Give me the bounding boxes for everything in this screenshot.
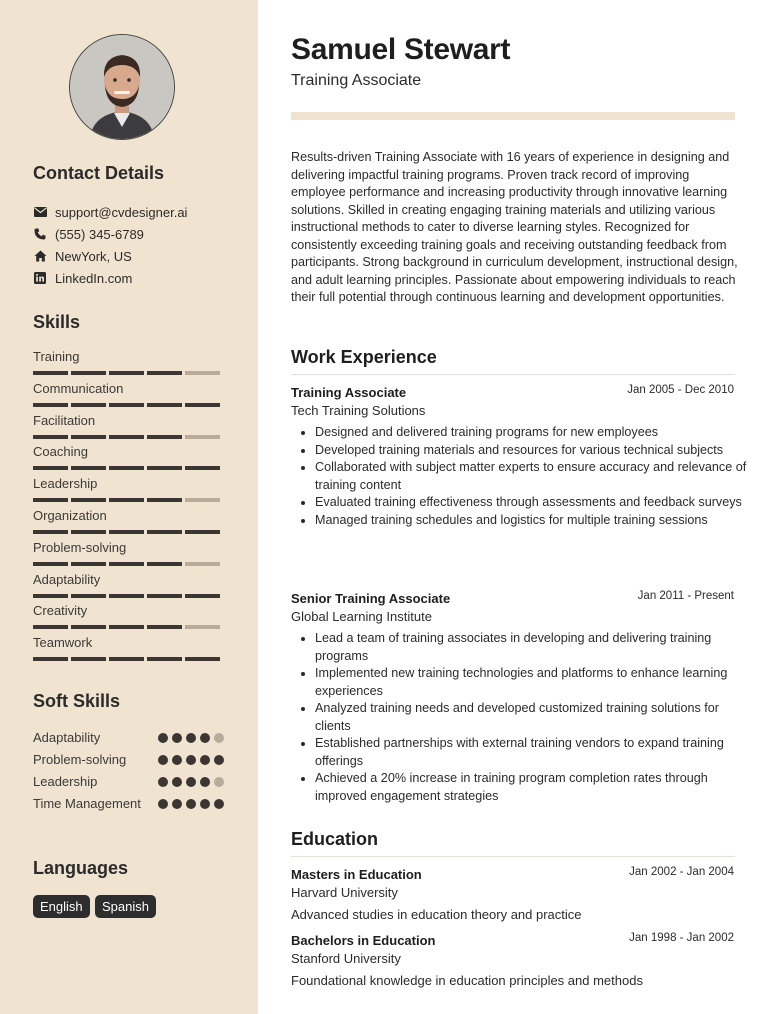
skill-label: Organization <box>33 508 107 523</box>
job-2-bullet: • Achieved a 20% increase in training program completion rates through improved engagement strategies <box>315 770 755 805</box>
skill-item <box>33 603 223 629</box>
soft-skill-item <box>33 773 223 791</box>
skill-item <box>33 476 223 502</box>
home-icon <box>33 249 47 263</box>
skill-level-segment <box>185 594 220 598</box>
work-heading: Work Experience <box>291 347 437 367</box>
edu-1-degree: Masters in Education <box>291 867 422 882</box>
job-1-bullet: • Collaborated with subject matter experts to ensure accuracy and relevance of training content <box>315 459 755 494</box>
rating-dot <box>158 777 168 787</box>
contact-location <box>33 247 132 265</box>
language-chip-english: English <box>33 895 90 918</box>
skill-level-bar <box>33 530 223 534</box>
soft-skill-rating <box>158 755 224 765</box>
job-1-dates: Jan 2005 - Dec 2010 <box>627 384 734 396</box>
envelope-icon <box>33 205 47 219</box>
soft-skill-label: Leadership <box>33 774 98 789</box>
job-1-bullet: • Designed and delivered training programs for new employees <box>315 424 755 442</box>
skill-level-segment <box>33 657 68 661</box>
skill-level-segment <box>71 371 106 375</box>
soft-skills-heading: Soft Skills <box>33 691 121 711</box>
rating-dot <box>186 777 196 787</box>
accent-bar <box>291 112 735 120</box>
rating-dot <box>158 733 168 743</box>
skill-level-bar <box>33 594 223 598</box>
soft-skill-rating <box>158 799 224 809</box>
contact-linkedin[interactable] <box>33 269 132 287</box>
avatar <box>69 34 175 140</box>
skill-level-segment <box>147 435 182 439</box>
skill-item <box>33 508 223 534</box>
skill-level-bar <box>33 403 223 407</box>
skill-level-segment <box>33 594 68 598</box>
skill-level-segment <box>109 371 144 375</box>
skill-label: Problem-solving <box>33 539 127 555</box>
skill-level-segment <box>71 435 106 439</box>
contact-phone-text: (555) 345-6789 <box>55 226 144 242</box>
skill-item <box>33 540 223 566</box>
languages-heading: Languages <box>33 858 129 878</box>
phone-icon <box>33 227 47 241</box>
rating-dot <box>200 799 210 809</box>
contact-email-text: support@cvdesigner.ai <box>55 204 188 220</box>
skill-item <box>33 572 223 598</box>
skill-level-segment <box>185 466 220 470</box>
skill-level-segment <box>109 594 144 598</box>
skill-item <box>33 349 223 375</box>
skill-item <box>33 413 223 439</box>
candidate-name: Samuel Stewart <box>291 33 511 66</box>
linkedin-icon <box>33 271 47 285</box>
skill-level-segment <box>109 625 144 629</box>
profile-summary: Results-driven Training Associate with 16 years of experience in designing and delivering impactful training programs. Proven track record of improving employee performance and increasing productivity through innovative learning solutions. Skilled in creating engaging training materials and utilizing various instructional methods to cater to diverse learning styles. Recognized for consistently exceeding training goals and receiving outstanding feedback from participants. Strong background in curriculum development, instructional design, and adult learning principles. Passionate about empowering individuals to reach their full potential through continuous learning and development opportunities. <box>291 150 738 304</box>
education-heading: Education <box>291 829 379 849</box>
edu-2-description: Foundational knowledge in education principles and methods <box>291 973 643 988</box>
job-1-title: Training Associate <box>291 385 407 400</box>
edu-1-school: Harvard University <box>291 885 398 900</box>
skill-item <box>33 444 223 470</box>
skill-level-bar <box>33 562 223 566</box>
rating-dot <box>186 799 196 809</box>
skill-level-segment <box>147 625 182 629</box>
language-chip-spanish: Spanish <box>95 895 156 918</box>
soft-skill-rating <box>158 777 224 787</box>
skill-level-segment <box>147 498 182 502</box>
skill-label: Coaching <box>33 444 88 460</box>
skill-level-segment <box>71 403 106 407</box>
job-1-bullet: • Evaluated training effectiveness through assessments and feedback surveys <box>315 494 755 512</box>
edu-2-degree: Bachelors in Education <box>291 933 436 948</box>
rating-dot <box>214 777 224 787</box>
rating-dot <box>200 777 210 787</box>
rating-dot <box>186 733 196 743</box>
skill-level-segment <box>71 530 106 534</box>
contact-linkedin-text: LinkedIn.com <box>55 270 133 286</box>
soft-skill-label: Adaptability <box>33 730 101 745</box>
contact-heading: Contact Details <box>33 163 165 183</box>
edu-2-dates: Jan 1998 - Jan 2002 <box>629 932 734 944</box>
skill-label: Teamwork <box>33 635 93 651</box>
skill-level-segment <box>185 562 220 566</box>
skill-label: Creativity <box>33 603 88 619</box>
soft-skill-label: Time Management <box>33 796 141 811</box>
edu-1-dates: Jan 2002 - Jan 2004 <box>629 866 734 878</box>
skill-level-segment <box>109 403 144 407</box>
skill-label: Training <box>33 349 80 364</box>
job-2-bullet: • Established partnerships with external training vendors to expand training offerings <box>315 735 755 770</box>
edu-1-description: Advanced studies in education theory and practice <box>291 907 582 922</box>
skill-level-segment <box>33 625 68 629</box>
skill-level-segment <box>185 435 220 439</box>
skill-label: Facilitation <box>33 412 96 428</box>
skill-level-bar <box>33 498 223 502</box>
skill-level-segment <box>109 562 144 566</box>
skill-level-segment <box>33 466 68 470</box>
job-2-company: Global Learning Institute <box>291 609 432 624</box>
skill-level-segment <box>71 594 106 598</box>
skill-level-bar <box>33 625 223 629</box>
skill-level-segment <box>147 403 182 407</box>
skill-level-segment <box>109 657 144 661</box>
skill-level-segment <box>33 498 68 502</box>
skill-level-bar <box>33 657 223 661</box>
skill-level-segment <box>185 371 220 375</box>
skill-level-segment <box>33 562 68 566</box>
rating-dot <box>172 733 182 743</box>
candidate-role: Training Associate <box>291 72 422 89</box>
rating-dot <box>214 755 224 765</box>
job-2-bullet: • Lead a team of training associates in developing and delivering training programs <box>315 630 755 665</box>
skill-level-bar <box>33 466 223 470</box>
skills-heading: Skills <box>33 312 81 332</box>
soft-skill-item <box>33 729 223 747</box>
skill-level-bar <box>33 371 223 375</box>
skill-level-segment <box>109 530 144 534</box>
skill-level-segment <box>71 562 106 566</box>
job-2-bullets <box>291 630 755 805</box>
skill-level-segment <box>147 530 182 534</box>
skill-level-bar <box>33 435 223 439</box>
skill-level-segment <box>185 625 220 629</box>
skill-level-segment <box>109 466 144 470</box>
skill-level-segment <box>33 403 68 407</box>
skill-level-segment <box>147 657 182 661</box>
sidebar <box>0 0 258 1014</box>
skill-item <box>33 381 223 407</box>
job-2-bullet: • Analyzed training needs and developed customized training solutions for clients <box>315 700 755 735</box>
skill-level-segment <box>109 435 144 439</box>
edu-2-school: Stanford University <box>291 951 401 966</box>
rating-dot <box>200 733 210 743</box>
education-divider <box>291 856 735 857</box>
soft-skill-label: Problem-solving <box>33 752 127 767</box>
skill-level-segment <box>71 657 106 661</box>
job-1-bullet: • Managed training schedules and logistics for multiple training sessions <box>315 512 755 530</box>
job-1-bullets <box>291 424 755 529</box>
skill-level-segment <box>33 371 68 375</box>
rating-dot <box>186 755 196 765</box>
skill-level-segment <box>71 466 106 470</box>
contact-location-text: NewYork, US <box>55 248 132 264</box>
job-2-title: Senior Training Associate <box>291 591 451 606</box>
person-portrait-icon <box>70 35 174 139</box>
skill-label: Communication <box>33 380 124 396</box>
rating-dot <box>172 777 182 787</box>
rating-dot <box>158 799 168 809</box>
soft-skill-item <box>33 795 223 813</box>
contact-email[interactable] <box>33 203 187 221</box>
job-1-company: Tech Training Solutions <box>291 403 426 418</box>
job-2-bullet: • Implemented new training technologies and platforms to enhance learning experiences <box>315 665 755 700</box>
rating-dot <box>172 755 182 765</box>
skill-level-segment <box>71 498 106 502</box>
skill-level-segment <box>185 530 220 534</box>
job-2-dates: Jan 2011 - Present <box>637 590 734 602</box>
skill-level-segment <box>147 371 182 375</box>
skill-level-segment <box>185 403 220 407</box>
rating-dot <box>214 799 224 809</box>
skill-level-segment <box>71 625 106 629</box>
soft-skill-rating <box>158 733 224 743</box>
rating-dot <box>214 733 224 743</box>
skill-level-segment <box>185 657 220 661</box>
rating-dot <box>200 755 210 765</box>
skill-label: Leadership <box>33 476 98 492</box>
skill-level-segment <box>109 498 144 502</box>
skill-level-segment <box>185 498 220 502</box>
skill-level-segment <box>33 530 68 534</box>
skill-item <box>33 635 223 661</box>
rating-dot <box>172 799 182 809</box>
skill-level-segment <box>147 466 182 470</box>
rating-dot <box>158 755 168 765</box>
skill-level-segment <box>147 562 182 566</box>
work-divider <box>291 374 735 375</box>
soft-skill-item <box>33 751 223 769</box>
skill-label: Adaptability <box>33 571 101 587</box>
contact-phone[interactable] <box>33 225 144 243</box>
skill-level-segment <box>147 594 182 598</box>
skill-level-segment <box>33 435 68 439</box>
job-1-bullet: • Developed training materials and resources for various technical subjects <box>315 442 755 460</box>
